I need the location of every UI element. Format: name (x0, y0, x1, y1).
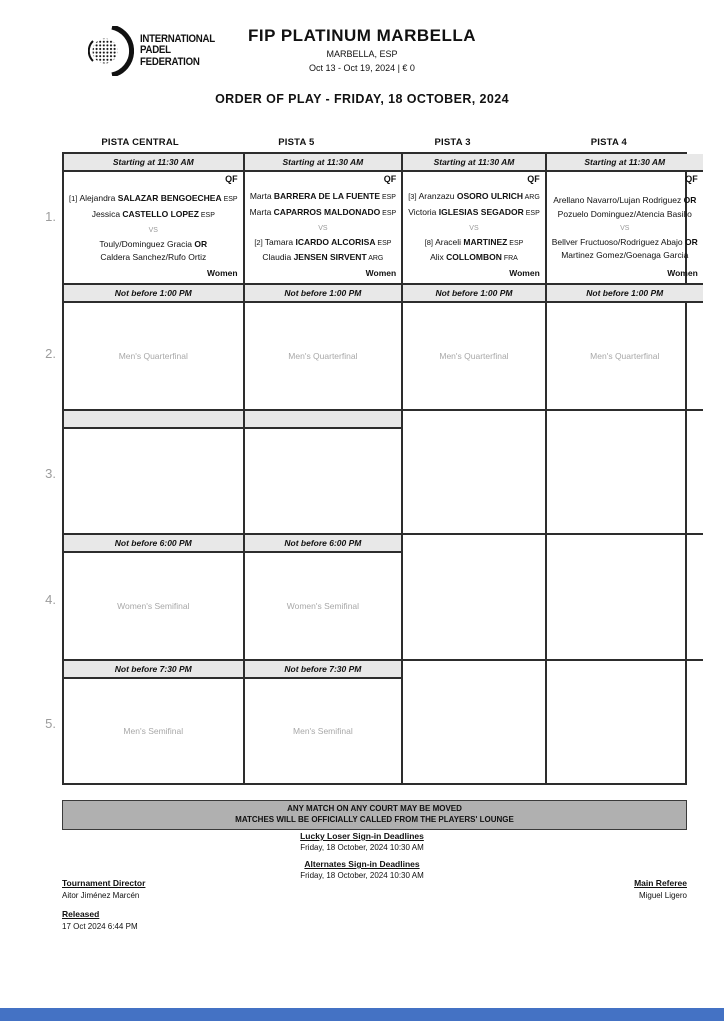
match-cell (245, 172, 402, 285)
start-time-strip: Starting at 11:30 AM (64, 154, 243, 172)
court-header-pista-5: PISTA 5 (278, 137, 315, 148)
match-cell (547, 172, 703, 285)
placeholder-cell: Women's Semifinal (64, 553, 243, 661)
stage-label: QF (527, 174, 540, 184)
not-before-strip: Not before 1:00 PM (403, 285, 545, 303)
placeholder-cell: Men's Quarterfinal (547, 303, 703, 411)
empty-strip (64, 411, 243, 429)
placeholder-cell: Women's Semifinal (245, 553, 402, 661)
empty-cell (403, 535, 545, 661)
stage-label: QF (225, 174, 238, 184)
row-number-2: 2. (45, 346, 56, 361)
row-number-5: 5. (45, 716, 56, 731)
tournament-dates: Oct 13 - Oct 19, 2024 | € 0 (309, 63, 415, 73)
tournament-header (0, 26, 724, 73)
referee-name: Miguel Ligero (638, 891, 687, 900)
tournament-location: MARBELLA, ESP (326, 49, 398, 59)
match-players: [1] Alejandra SALAZAR BENGOECHEA ESP Jessica CASTELLO LOPEZ ESP VS Touly/Dominguez Gracia OR Caldera Sanchez/Rufo Ortiz (69, 193, 238, 263)
match-cell (64, 172, 243, 285)
empty-cell (64, 429, 243, 535)
placeholder-cell: Men's Quarterfinal (64, 303, 243, 411)
match-cell (403, 172, 545, 285)
officials-right (634, 878, 687, 900)
tournament-title: FIP PLATINUM MARBELLA (247, 26, 477, 45)
placeholder-cell: Men's Quarterfinal (245, 303, 402, 411)
empty-cell (245, 429, 402, 535)
category-label: Women (365, 268, 397, 278)
match-players: [3] Aranzazu OSORO ULRICH ARG Victoria IGLESIAS SEGADOR ESP VS [8] Araceli MARTINEZ ESP Alix COLLOMBON FRA (408, 191, 540, 263)
column-pista-central (64, 154, 243, 783)
row-number-4: 4. (45, 592, 56, 607)
placeholder-cell: Men's Semifinal (293, 726, 353, 736)
column-pista-3 (401, 154, 545, 783)
logo-line-1: INTERNATIONAL (140, 33, 215, 46)
notice-line-1: ANY MATCH ON ANY COURT MAY BE MOVED (287, 804, 462, 813)
director-name: Aitor Jiménez Marcén (62, 891, 140, 900)
officials-left (62, 878, 145, 931)
court-header-pista-4: PISTA 4 (590, 137, 627, 148)
row-number-1: 1. (45, 209, 56, 224)
not-before-strip: Not before 7:30 PM (245, 661, 402, 679)
logo-line-3: FEDERATION (140, 55, 200, 68)
not-before-strip: Not before 7:30 PM (64, 661, 243, 679)
empty-cell (547, 535, 703, 661)
alternates-deadline-value: Friday, 18 October, 2024 10:30 AM (300, 871, 424, 880)
column-pista-4 (545, 154, 703, 783)
start-time-strip: Starting at 11:30 AM (403, 154, 545, 172)
referee-label: Main Referee (634, 878, 687, 888)
match-players: Arellano Navarro/Lujan Rodriguez OR Pozuelo Dominguez/Atencia Basilio VS Bellver Fructuoso/Rodriguez Abajo OR Martinez Gomez/Goenaga Garcia (551, 195, 698, 261)
empty-strip (245, 411, 402, 429)
empty-cell (547, 661, 703, 783)
lucky-loser-deadline-value: Friday, 18 October, 2024 10:30 AM (300, 843, 424, 852)
stage-label: QF (383, 174, 397, 184)
bottom-accent-bar (0, 1008, 724, 1021)
court-headers (62, 137, 687, 148)
placeholder-cell: Men's Semifinal (123, 726, 184, 736)
category-label: Women (207, 268, 238, 278)
row-number-3: 3. (45, 466, 56, 481)
court-header-pista-central: PISTA CENTRAL (101, 137, 179, 148)
category-label: Women (667, 268, 698, 278)
notice-box (62, 800, 687, 830)
lucky-loser-deadline-title: Lucky Loser Sign-in Deadlines (300, 831, 424, 841)
match-players: Marta BARRERA DE LA FUENTE ESP Marta CAPARROS MALDONADO ESP VS [2] Tamara ICARDO ALCORISA ESP Claudia JENSEN SIRVENT ARG (249, 191, 397, 263)
not-before-strip: Not before 1:00 PM (245, 285, 402, 303)
schedule-grid (62, 152, 698, 785)
stage-label: QF (685, 174, 698, 184)
not-before-strip: Not before 1:00 PM (64, 285, 243, 303)
released-label: Released (62, 909, 100, 919)
empty-cell (403, 661, 545, 783)
logo-line-2: PADEL (140, 44, 171, 57)
empty-cell (403, 411, 545, 535)
notice-line-2: MATCHES WILL BE OFFICIALLY CALLED FROM THE PLAYERS' LOUNGE (235, 814, 514, 824)
column-pista-5 (243, 154, 402, 783)
not-before-strip: Not before 1:00 PM (547, 285, 703, 303)
placeholder-cell: Men's Quarterfinal (403, 303, 545, 411)
director-label: Tournament Director (62, 878, 146, 888)
alternates-deadline-title: Alternates Sign-in Deadlines (304, 859, 420, 869)
released-value: 17 Oct 2024 6:44 PM (62, 922, 138, 931)
not-before-strip: Not before 6:00 PM (245, 535, 402, 553)
start-time-strip: Starting at 11:30 AM (547, 154, 703, 172)
empty-cell (547, 411, 703, 535)
category-label: Women (509, 268, 540, 278)
start-time-strip: Starting at 11:30 AM (245, 154, 402, 172)
order-of-play-title: ORDER OF PLAY - FRIDAY, 18 OCTOBER, 2024 (215, 92, 509, 106)
not-before-strip: Not before 6:00 PM (64, 535, 243, 553)
court-header-pista-3: PISTA 3 (434, 137, 471, 148)
